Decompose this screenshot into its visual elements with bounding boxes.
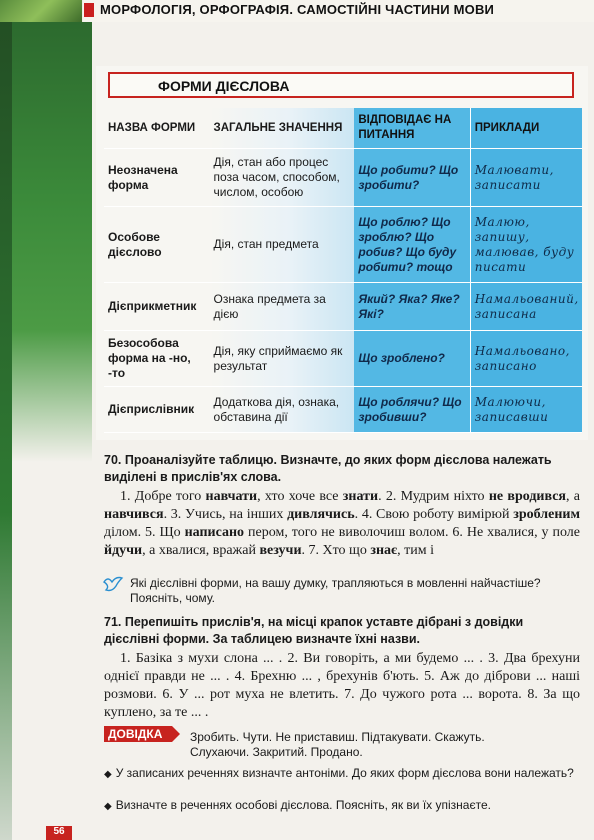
cell-question: Що зроблено? xyxy=(354,331,470,387)
task-70-text: 1. Добре того навчати, хто хоче все знати. 2. Мудрим ніхто не вродився, а навчився. 3. Учись, на інших дивлячись. 4. Свою роботу вимірюй зробленим ділом. 5. Що написано пером, того не виволочиш волом. 6. Не хвалися, у поле йдучи, а хвалися, вражай везучи. 7. Хто що знає, тим і xyxy=(104,489,581,558)
table-row xyxy=(104,149,582,207)
cell-example: Малюючи, записавши xyxy=(470,387,582,433)
highlight-word: везучи xyxy=(259,543,302,558)
highlight-word: навчився xyxy=(104,507,164,522)
reference-words xyxy=(190,730,570,760)
highlight-word: навчати xyxy=(205,489,258,504)
table-row xyxy=(104,387,582,433)
reference-line-2: Слухаючи. Закритий. Продано. xyxy=(190,745,363,759)
highlight-word: не вродився xyxy=(488,489,567,504)
header-example: ПРИКЛАДИ xyxy=(470,108,582,149)
highlight-word: йдучи xyxy=(104,543,143,558)
side-edge xyxy=(0,22,12,840)
highlight-word: знає xyxy=(370,543,398,558)
page-header xyxy=(0,0,594,22)
table-title-box xyxy=(108,72,574,98)
header-marker xyxy=(84,3,94,17)
cell-name: Особове дієслово xyxy=(104,207,210,283)
diamond-bullet-icon: ◆ xyxy=(104,801,112,812)
highlight-word: зробленим xyxy=(513,507,580,522)
diamond-bullet-icon: ◆ xyxy=(104,769,112,780)
cell-meaning: Дія, стан або процес поза часом, способом, числом, особою xyxy=(210,149,355,207)
header-photo xyxy=(0,0,82,22)
header-meaning: ЗАГАЛЬНЕ ЗНАЧЕННЯ xyxy=(210,108,355,149)
side-decoration xyxy=(0,22,92,462)
cell-example: Малювати, записати xyxy=(470,149,582,207)
task-70-heading: 70. Проаналізуйте таблицю. Визначте, до яких форм дієслова належать виділені в прислів'ях слова. xyxy=(104,453,552,484)
cell-meaning: Додаткова дія, ознака, обставина дії xyxy=(210,387,355,433)
cell-name: Дієприслівник xyxy=(104,387,210,433)
cell-name: Безособова форма на -но, -то xyxy=(104,331,210,387)
table-row xyxy=(104,331,582,387)
cell-example: Намальований, записана xyxy=(470,283,582,331)
header-name: НАЗВА ФОРМИ xyxy=(104,108,210,149)
cell-name: Неозначена форма xyxy=(104,149,210,207)
cell-meaning: Ознака предмета за дією xyxy=(210,283,355,331)
page-number: 56 xyxy=(46,826,72,840)
cell-question: Що роблю? Що зроблю? Що робив? Що буду робити? тощо xyxy=(354,207,470,283)
highlight-word: дивлячись xyxy=(287,507,355,522)
cell-meaning: Дія, стан предмета xyxy=(210,207,355,283)
cell-example: Малюю, запишу, малював, буду писати xyxy=(470,207,582,283)
task-70-question: Які дієслівні форми, на вашу думку, трапляються в мовленні найчастіше? Поясніть, чому. xyxy=(130,576,541,605)
header-title: МОРФОЛОГІЯ, ОРФОГРАФІЯ. САМОСТІЙНІ ЧАСТИНИ МОВИ xyxy=(100,2,495,17)
reference-label: ДОВІДКА xyxy=(104,726,172,742)
task-71-heading: 71. Перепишіть прислів'я, на місці крапок уставте дібрані з довідки дієслівні форми. За таблицею визначте їхні назви. xyxy=(104,615,524,646)
highlight-word: написано xyxy=(184,525,245,540)
cell-question: Що роблячи? Що зробивши? xyxy=(354,387,470,433)
table-row xyxy=(104,283,582,331)
reference-line-1: Зробить. Чути. Не приставиш. Підтакувати. Скажуть. xyxy=(190,730,485,744)
cell-question: Що робити? Що зробити? xyxy=(354,149,470,207)
header-question: ВІДПОВІДАЄ НА ПИТАННЯ xyxy=(354,108,470,149)
bullet-item: ◆ Визначте в реченнях особові дієслова. Поясніть, як ви їх упізнаєте. xyxy=(104,798,491,812)
task-71-text: 1. Базіка з мухи слона ... . 2. Ви говоріть, а ми будемо ... . 3. Два брехуни однієї правди не ... . 4. Брехню ... , брехунів б'ють. 5. Аж до діброви ... наші розмови. 6. У ... рот муха не влетить. 7. До чужого рота ... ворота. 8. За що куплено, за те ... . xyxy=(104,651,580,720)
table-header-row xyxy=(104,108,582,149)
cell-example: Намальовано, записано xyxy=(470,331,582,387)
highlight-word: знати xyxy=(342,489,379,504)
cell-meaning: Дія, яку сприймаємо як результат xyxy=(210,331,355,387)
cell-question: Який? Яка? Яке? Які? xyxy=(354,283,470,331)
bullet-item: ◆ У записаних реченнях визначте антоніми. До яких форм дієслова вони належать? xyxy=(104,766,574,780)
table-row xyxy=(104,207,582,283)
cell-name: Дієприкметник xyxy=(104,283,210,331)
table-title: ФОРМИ ДІЄСЛОВА xyxy=(158,78,290,94)
verb-forms-table xyxy=(104,108,582,433)
